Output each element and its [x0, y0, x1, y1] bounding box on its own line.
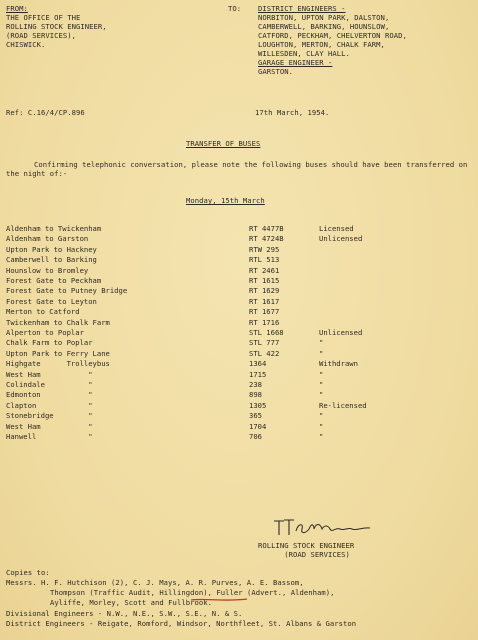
transfer-status: Unlicensed	[319, 328, 363, 337]
from-block	[6, 4, 107, 49]
from-line-2: ROLLING STOCK ENGINEER,	[6, 22, 107, 31]
transfer-row	[0, 318, 478, 328]
transfer-route: Forest Gate to Peckham	[6, 276, 102, 285]
copies-line-4: Divisional Engineers - N.W., N.E., S.W., S.E., N. & S.	[6, 609, 243, 618]
transfer-bus: RTW 295	[249, 244, 280, 254]
to-line-7: GARAGE ENGINEER -	[258, 58, 333, 67]
transfer-route: West Ham "	[6, 421, 93, 431]
transfer-row	[0, 266, 478, 276]
transfer-bus: RT 1617	[249, 296, 280, 306]
transfer-bus: RT 4724B	[249, 234, 284, 244]
transfer-row	[0, 359, 478, 369]
transfer-bus: STL 422	[249, 348, 280, 358]
transfer-route: Colindale "	[6, 380, 93, 389]
transfer-bus: 365	[249, 411, 262, 421]
transfer-bus: RT 1629	[249, 286, 280, 296]
transfer-status: "	[319, 432, 324, 441]
from-line-4: CHISWICK.	[6, 40, 46, 49]
to-line-4: CATFORD, PECKHAM, CHELVERTON ROAD,	[258, 31, 407, 40]
transfer-status: "	[319, 348, 324, 358]
to-line-3: CAMBERWELL, BARKING, HOUNSLOW,	[258, 22, 390, 31]
transfer-row	[0, 286, 478, 296]
transfer-bus: 706	[249, 432, 262, 441]
transfer-route: Highgate Trolleybus	[6, 359, 110, 369]
copies-label: Copies to:	[6, 568, 50, 577]
transfer-route: Chalk Farm to Poplar	[6, 338, 93, 348]
transfer-row	[0, 338, 478, 348]
transfer-bus: 1704	[249, 421, 267, 431]
copies-line-1: Messrs. H. F. Hutchison (2), C. J. Mays, A. R. Purves, A. E. Bassom,	[6, 578, 304, 587]
transfer-bus: 1715	[249, 369, 267, 379]
to-line-8: GARSTON.	[258, 67, 294, 76]
transfer-bus: STL 1668	[249, 328, 284, 337]
signature-title-line-2: (ROAD SERVICES)	[284, 550, 350, 559]
transfer-status: "	[319, 421, 324, 431]
transfer-route: Twickenham to Chalk Farm	[6, 317, 110, 327]
transfer-route: Stonebridge "	[6, 411, 93, 421]
intro-paragraph: Confirming telephonic conversation, please note the following buses should have been transferred on the night of:-	[6, 160, 468, 178]
transfer-route: Camberwell to Barking	[6, 255, 97, 265]
transfer-row	[0, 245, 478, 255]
transfer-bus: 1364	[249, 359, 267, 369]
transfer-status: "	[319, 369, 324, 379]
transfer-row	[0, 370, 478, 380]
transfer-row	[0, 328, 478, 338]
memo-title: TRANSFER OF BUSES	[186, 139, 261, 148]
transfer-route: Merton to Catford	[6, 307, 80, 317]
transfer-row	[0, 390, 478, 400]
transfer-row	[0, 276, 478, 286]
to-line-1: DISTRICT ENGINEERS -	[258, 4, 346, 13]
transfer-row	[0, 307, 478, 317]
transfer-row	[0, 432, 478, 442]
transfer-bus: 1305	[249, 400, 267, 410]
transfer-status: "	[319, 411, 324, 421]
transfer-bus: RT 1677	[249, 307, 280, 317]
transfer-row	[0, 234, 478, 244]
transfer-route: Forest Gate to Putney Bridge	[6, 286, 128, 296]
transfer-route: Hanwell "	[6, 432, 93, 441]
transfer-row	[0, 422, 478, 432]
transfer-route: Forest Gate to Leyton	[6, 296, 97, 306]
transfer-route: Edmonton "	[6, 390, 93, 400]
transfer-status: Licensed	[319, 224, 354, 233]
memo-date: 17th March, 1954.	[255, 108, 330, 117]
transfer-row	[0, 224, 478, 234]
to-line-5: LOUGHTON, MERTON, CHALK FARM,	[258, 40, 385, 49]
transfer-bus: RT 4477B	[249, 224, 284, 233]
transfer-bus: RT 1615	[249, 276, 280, 285]
transfer-route: Upton Park to Ferry Lane	[6, 348, 110, 358]
transfer-route: West Ham "	[6, 369, 93, 379]
copies-line-3: Ayliffe, Morley, Scott and Fullbrook.	[50, 598, 212, 607]
from-line-3: (ROAD SERVICES),	[6, 31, 77, 40]
transfer-row	[0, 255, 478, 265]
transfer-status: "	[319, 380, 324, 389]
day-heading: Monday, 15th March	[186, 196, 265, 205]
signature-title-line-1: ROLLING STOCK ENGINEER	[258, 541, 355, 550]
transfer-row	[0, 297, 478, 307]
transfer-status: "	[319, 390, 324, 400]
signature	[270, 517, 375, 539]
to-label: TO:	[228, 4, 242, 13]
transfer-bus: 238	[249, 380, 262, 389]
transfer-row	[0, 349, 478, 359]
transfer-bus: RTL 513	[249, 255, 280, 265]
to-block	[258, 4, 407, 76]
transfer-route: Clapton "	[6, 400, 93, 410]
red-pencil-underline	[190, 597, 248, 603]
from-label: FROM:	[6, 4, 28, 13]
transfer-bus: STL 777	[249, 338, 280, 348]
transfer-bus: RT 2461	[249, 265, 280, 275]
transfer-bus: 898	[249, 390, 262, 400]
transfer-status: Re-licensed	[319, 400, 367, 410]
transfer-route: Upton Park to Hackney	[6, 244, 97, 254]
transfer-row	[0, 380, 478, 390]
transfer-bus: RT 1716	[249, 317, 280, 327]
signature-title	[258, 541, 354, 559]
transfer-row	[0, 411, 478, 421]
to-line-6: WILLESDEN, CLAY HALL.	[258, 49, 350, 58]
transfer-status: Withdrawn	[319, 359, 358, 369]
transfer-route: Hounslow to Bromley	[6, 265, 89, 275]
copies-line-5: District Engineers - Reigate, Romford, Windsor, Northfleet, St. Albans & Garston	[6, 619, 357, 628]
to-line-2: NORBITON, UPTON PARK, DALSTON,	[258, 13, 390, 22]
reference: Ref: C.16/4/CP.896	[6, 108, 85, 117]
copies-line-2: Thompson (Traffic Audit, Hillingdon), Fuller (Advert., Aldenham),	[50, 588, 335, 597]
transfer-route: Aldenham to Twickenham	[6, 224, 102, 233]
from-line-1: THE OFFICE OF THE	[6, 13, 81, 22]
transfer-route: Alperton to Poplar	[6, 328, 84, 337]
transfer-status: "	[319, 338, 324, 348]
transfer-status: Unlicensed	[319, 234, 363, 244]
transfer-route: Aldenham to Garston	[6, 234, 89, 244]
transfer-row	[0, 401, 478, 411]
